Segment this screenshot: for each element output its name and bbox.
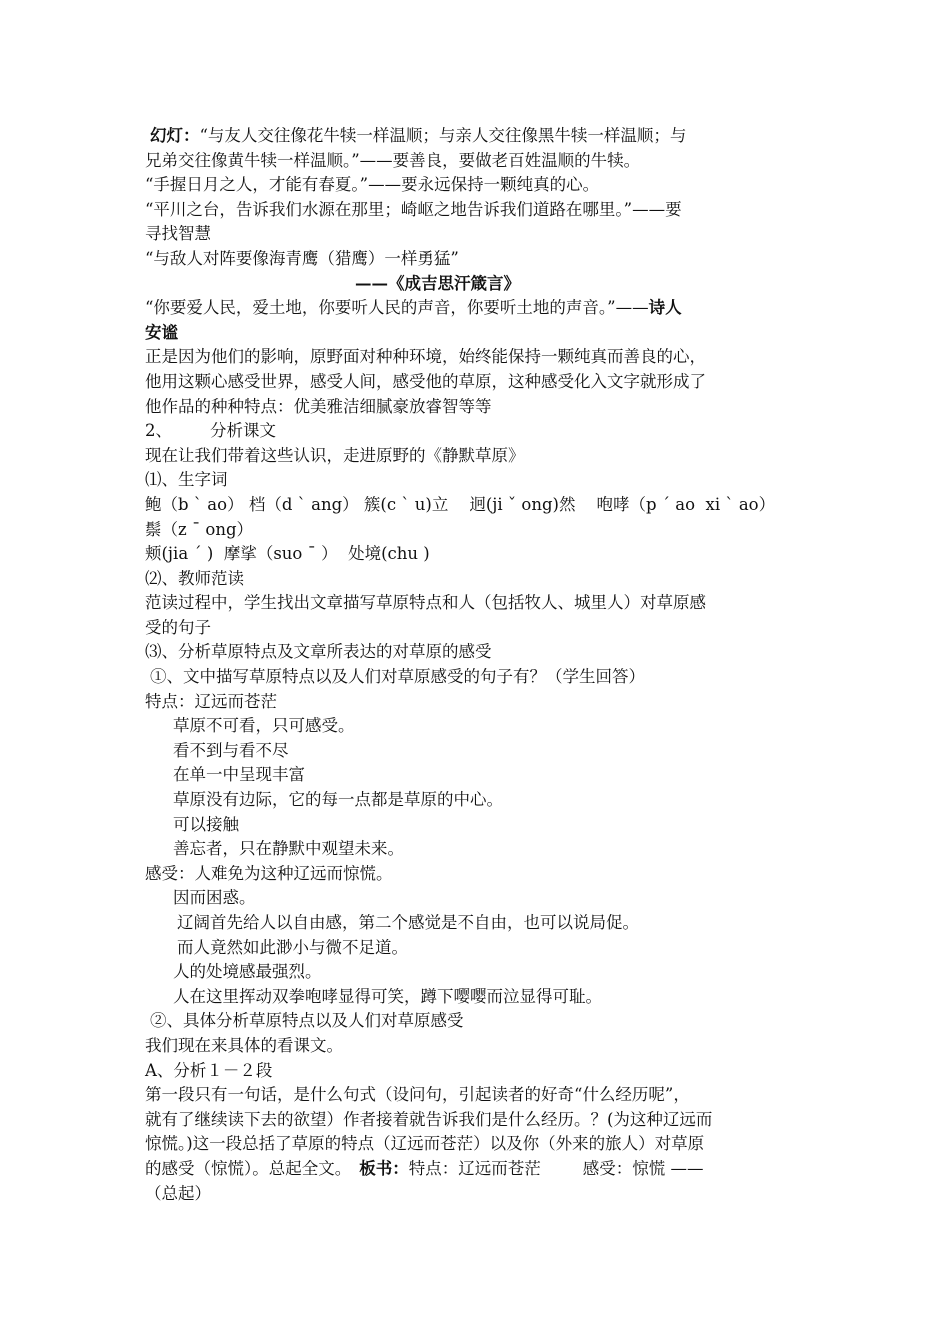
subsection-3-heading: ⑶、分析草原特点及文章所表达的对草原的感受: [145, 642, 492, 662]
feeling-item: 人的处境感最强烈。: [173, 962, 322, 982]
trait-item: 看不到与看不尽: [173, 740, 289, 760]
slide-label: 幻灯：: [150, 126, 200, 145]
trait-item: 善忘者，只在静默中观望未来。: [173, 839, 404, 859]
feeling-item: 人在这里挥动双拳咆哮显得可笑，蹲下嘤嘤而泣显得可耻。: [173, 986, 602, 1006]
question-1: ①、文中描写草原特点以及人们对草原感受的句子有？（学生回答）: [150, 667, 645, 687]
trait-item: 可以接触: [173, 814, 239, 834]
poet-label: 诗人: [648, 298, 682, 318]
quote-poet-text: “你要爱人民，爱土地，你要听人民的声音，你要听土地的声音。”——: [145, 298, 649, 318]
influence-paragraph-line-2: 他用这颗心感受世界，感受人间，感受他的草原，这种感受化入文字就形成了: [145, 371, 706, 391]
vocab-line-3: 颊(jia ˊ ) 摩挲（suo ˉ ） 处境(chu ): [145, 544, 430, 564]
subsection-1-heading: ⑴、生字词: [145, 470, 228, 490]
feeling-item: 而人竟然如此渺小与微不足道。: [177, 937, 408, 957]
feeling-item: 辽阔首先给人以自由感，第二个感觉是不自由，也可以说局促。: [177, 913, 639, 932]
trait-item: 在单一中呈现丰富: [173, 765, 305, 785]
quote-plain-line-2: 寻找智慧: [145, 224, 211, 244]
para1-line-5: （总起）: [145, 1183, 211, 1203]
slide-paragraph-line-2: 兄弟交往像黄牛犊一样温顺。”——要善良，要做老百姓温顺的牛犊。: [145, 150, 641, 170]
quote-poet-line-1: [145, 296, 805, 321]
para1-line-1: 第一段只有一句话，是什么句式（设问句，引起读者的好奇“什么经历呢”，: [145, 1085, 690, 1105]
influence-paragraph-line-3: 他作品的种种特点：优美雅洁细腻豪放睿智等等: [145, 396, 492, 416]
subsection-2-heading: ⑵、教师范读: [145, 568, 244, 588]
slide-paragraph-line-1: [145, 124, 805, 149]
slide-quote-text: “与友人交往像花牛犊一样温顺；与亲人交往像黑牛犊一样温顺；与: [199, 126, 687, 145]
quote-plain-line-1: “平川之台，告诉我们水源在那里；崎岖之地告诉我们道路在哪里。”——要: [145, 199, 682, 219]
part-a-heading: A、分析１－２段: [145, 1060, 273, 1080]
quote-enemy: “与敌人对阵要像海青鹰（猎鹰）一样勇猛”: [145, 248, 459, 268]
read-aloud-line-2: 受的句子: [145, 617, 211, 637]
section-2-number: 2、: [145, 421, 172, 441]
vocab-line-2: 鬃（z ˉ ong）: [145, 519, 254, 539]
feelings-label: 感受：人难免为这种辽远而惊慌。: [145, 863, 393, 883]
board-label: 板书：: [359, 1158, 409, 1178]
trait-item: 草原没有边际，它的每一点都是草原的中心。: [173, 790, 503, 810]
question-2: ②、具体分析草原特点以及人们对草原感受: [150, 1011, 464, 1031]
section-2-title: 分析课文: [210, 421, 276, 441]
trait-item: 草原不可看，只可感受。: [173, 716, 355, 736]
para1-line-4-text: 的感受（惊慌）。总起全文。: [145, 1158, 352, 1178]
quote-sun-moon: “手握日月之人，才能有春夏。”——要永远保持一颗纯真的心。: [145, 175, 600, 195]
para1-line-3: 惊慌。)这一段总括了草原的特点（辽远而苍茫）以及你（外来的旅人）对草原: [145, 1134, 705, 1154]
board-feeling: 感受：惊慌 ——: [582, 1158, 704, 1178]
vocab-line-1: 鲍（b ` ao） 档（d ` ang） 簇(c ` u)立 迥(ji ˇ ong)然 咆哮（p ˊ ao xi ` ao）: [145, 494, 776, 514]
look-at-text: 我们现在来具体的看课文。: [145, 1035, 343, 1055]
para1-line-4: [145, 1157, 805, 1182]
board-trait: 特点：辽远而苍茫: [408, 1158, 541, 1178]
feeling-item: 因而困惑。: [173, 888, 256, 908]
section-2-heading: [145, 419, 805, 444]
section-2-intro: 现在让我们带着这些认识，走进原野的《静默草原》: [145, 445, 525, 465]
document-body: [145, 124, 805, 1206]
traits-label: 特点：辽远而苍茫: [145, 691, 277, 711]
influence-paragraph-line-1: 正是因为他们的影响，原野面对种种环境，始终能保持一颗纯真而善良的心，: [145, 347, 706, 367]
attribution-genghis: ——《成吉思汗箴言》: [355, 273, 520, 293]
read-aloud-line-1: 范读过程中，学生找出文章描写草原特点和人（包括牧人、城里人）对草原感: [145, 593, 706, 613]
poet-name: 安谧: [145, 322, 178, 342]
para1-line-2: 就有了继续读下去的欲望）作者接着就告诉我们是什么经历。？(为这种辽远而: [145, 1109, 713, 1129]
